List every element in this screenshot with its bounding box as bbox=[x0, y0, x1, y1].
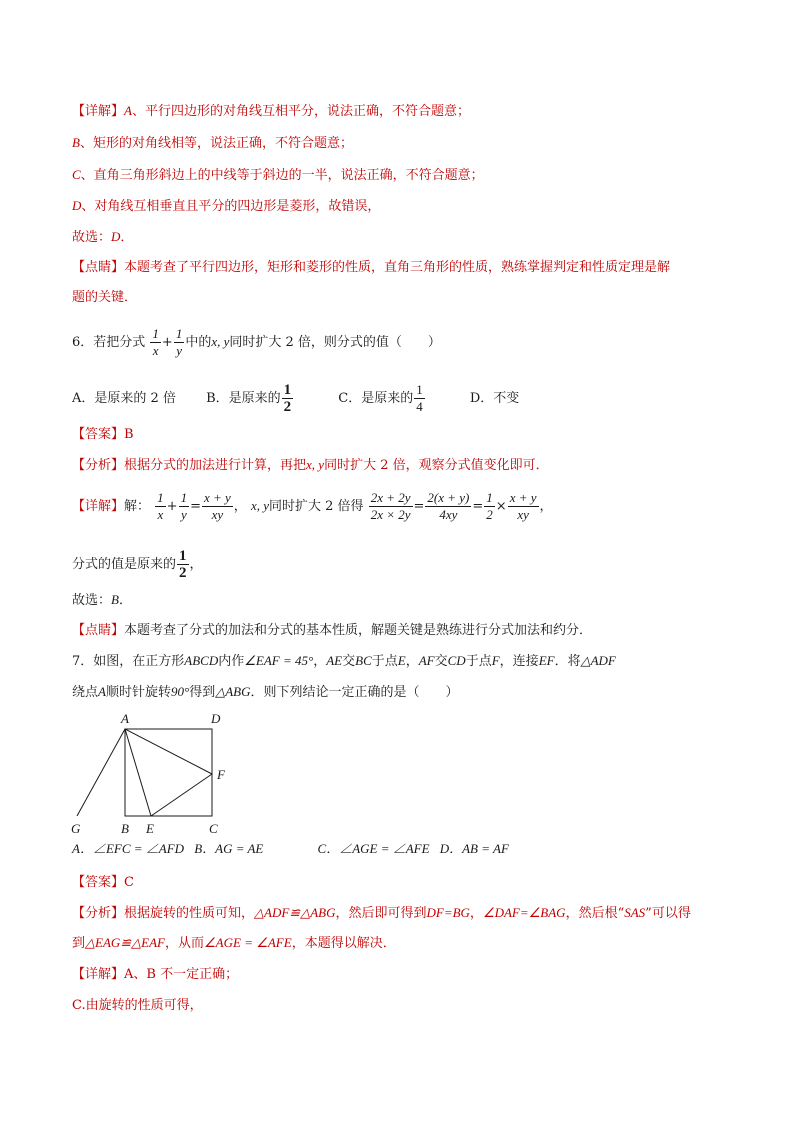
select-6: 故选：B． bbox=[72, 592, 132, 608]
option-d[interactable]: D．不变 bbox=[469, 391, 520, 406]
question-7-line-1: 7．如图，在正方形ABCD内作∠EAF = 45°，AE交BC于点E，AF交CD于点F，连接EF．将△ADF bbox=[72, 653, 616, 669]
line-4: D、对角线互相垂直且平分的四边形是菱形，故错误， bbox=[72, 198, 381, 214]
option-c[interactable]: C．是原来的 $\frac{1}{4}$ bbox=[338, 382, 423, 414]
option-b[interactable]: B．AG = AE bbox=[194, 841, 264, 856]
line-7: 题的关键． bbox=[72, 290, 138, 305]
option-a[interactable]: A．∠EFC = ∠AFD bbox=[72, 841, 185, 856]
answer-6: 【答案】B bbox=[72, 427, 134, 442]
option-b[interactable]: B．是原来的 $\frac{1}{2}$ bbox=[206, 382, 292, 415]
label-a: A bbox=[121, 711, 129, 726]
option-a[interactable]: A．是原来的 2 倍 bbox=[72, 391, 176, 406]
label-d: D bbox=[211, 711, 221, 726]
detail-7: 【详解】A、B 不一定正确； bbox=[72, 967, 239, 982]
remark-6: 【点睛】本题考查了分式的加法和分式的基本性质，解题关键是熟练进行分式加法和约分． bbox=[72, 623, 593, 638]
line-5: 故选：D． bbox=[72, 229, 134, 245]
analysis-6: 【分析】根据分式的加法进行计算，再把x, y同时扩大 2 倍，观察分式值变化即可． bbox=[72, 457, 549, 473]
line-6: 【点睛】本题考查了平行四边形，矩形和菱形的性质，直角三角形的性质，熟练掌握判定和性质定理是解 bbox=[72, 260, 671, 275]
fraction: $\frac{1}{y}$ bbox=[175, 326, 183, 358]
option-d[interactable]: D．AB = AF bbox=[439, 841, 509, 856]
line-1: 【详解】A、平行四边形的对角线互相平分，说法正确，不符合题意； bbox=[72, 103, 470, 119]
label-c: C bbox=[209, 821, 218, 836]
question-7-options bbox=[72, 839, 509, 860]
line-2: B、矩形的对角线相等，说法正确，不符合题意； bbox=[72, 135, 353, 151]
label-f: F bbox=[217, 767, 225, 782]
label-b: B bbox=[121, 821, 129, 836]
fraction: $\frac{1}{x}$ bbox=[152, 326, 159, 358]
value-6: 分式的值是原来的 $\frac{1}{2}$ ， bbox=[72, 548, 203, 581]
geometry-figure bbox=[66, 708, 246, 836]
label-e: E bbox=[146, 821, 154, 836]
analysis-7-line-1: 【分析】根据旋转的性质可知，△ADF≌△ABG，然后即可得到DF=BG，∠DAF=∠BAG，然后根“SAS”可以得 bbox=[72, 905, 691, 921]
question-7-line-2: 绕点A顺时针旋转90°得到△ABG．则下列结论一定正确的是（ ） bbox=[72, 684, 459, 700]
question-6: 6．若把分式 $\frac{1}{x}$ + $\frac{1}{y}$ 中的x, y同时扩大 2 倍，则分式的值（ ） bbox=[72, 326, 441, 358]
answer-7: 【答案】C bbox=[72, 875, 134, 890]
label-g: G bbox=[71, 821, 81, 836]
detail-7-line-2: C.由旋转的性质可得， bbox=[72, 998, 203, 1013]
option-c[interactable]: C．∠AGE = ∠AFE bbox=[317, 841, 430, 856]
question-6-options bbox=[72, 382, 519, 415]
line-3: C、直角三角形斜边上的中线等于斜边的一半，说法正确，不符合题意； bbox=[72, 167, 484, 183]
detail-tag: 【详解】 bbox=[72, 104, 125, 119]
analysis-7-line-2: 到△EAG≌△EAF，从而∠AGE = ∠AFE，本题得以解决． bbox=[72, 935, 396, 951]
detail-6: 【详解】解： $\frac{1}{x}$ + $\frac{1}{y}$ = $\frac{x + y}{xy}$ ， x, y同时扩大 2 倍得 $\frac{2x + 2y}{2x \times 2y}$ = $\frac{2(x + y)}{4xy}$ = $\frac{1}{2}$ × $\frac{x + y}{xy}$ ， bbox=[72, 490, 553, 522]
